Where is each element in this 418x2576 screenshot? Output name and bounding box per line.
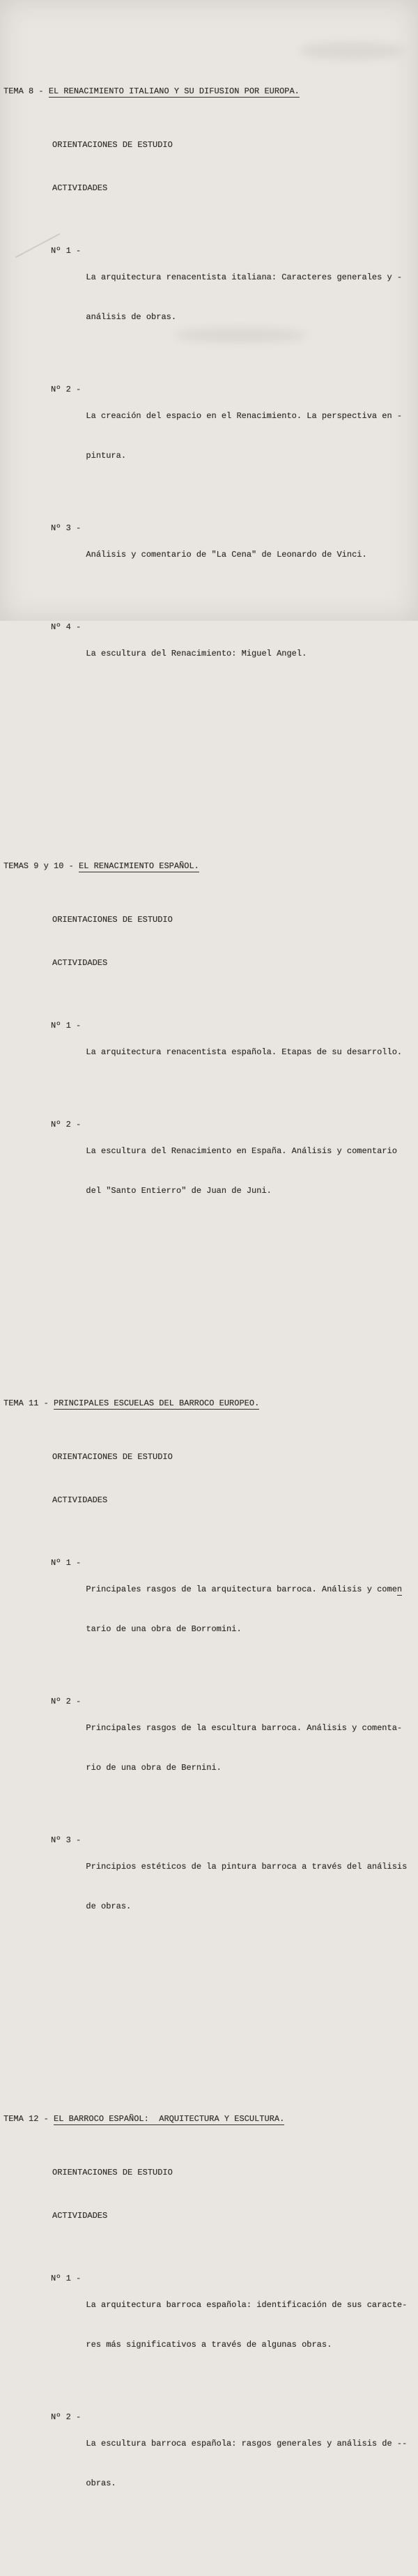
actividades-label: ACTIVIDADES <box>52 958 108 968</box>
tema-heading <box>3 860 414 873</box>
item-text <box>86 383 414 489</box>
item-number: Nº 3 - <box>51 1835 86 1845</box>
tema-heading-title: EL RENACIMIENTO ITALIANO Y SU DIFUSION POR EUROPA. <box>48 86 300 96</box>
item-line: obras. <box>86 2478 116 2488</box>
section-tema-8 <box>3 59 414 720</box>
item-line: La arquitectura renacentista española. Etapas de su desarrollo. <box>86 1047 403 1057</box>
item-line: Principales rasgos de la escultura barroca. Análisis y comenta- <box>86 1723 403 1733</box>
item-line: rio de una obra de Bernini. <box>86 1763 222 1773</box>
item-number: Nº 2 - <box>51 1120 86 1129</box>
item-text <box>86 1019 414 1086</box>
tema-heading-prefix: TEMA 11 - <box>3 1398 54 1408</box>
item-line: Principios estéticos de la pintura barroca a través del análisis <box>86 1862 408 1872</box>
section-spacer <box>3 1297 414 1318</box>
item-text <box>86 1834 414 1940</box>
tema-heading <box>3 85 414 98</box>
item-number: Nº 2 - <box>51 385 86 394</box>
orientaciones-label: ORIENTACIONES DE ESTUDIO <box>52 915 173 925</box>
item-number: Nº 1 - <box>51 246 86 256</box>
item-text <box>86 1118 414 1224</box>
item-number: Nº 2 - <box>51 1697 86 1706</box>
item-line: La escultura del Renacimiento: Miguel Angel. <box>86 649 307 658</box>
item-text <box>86 2411 414 2517</box>
item-line <box>86 1583 414 1596</box>
item-line: La escultura del Renacimiento en España. Análisis y comentario <box>86 1146 397 1156</box>
section-tema-12 <box>3 2086 414 2550</box>
item-line: Análisis y comentario de "La Cena" de Leonardo de Vinci. <box>86 550 367 560</box>
activity-item <box>51 383 414 489</box>
item-line: del "Santo Entierro" de Juan de Juni. <box>86 1186 272 1196</box>
item-line: La creación del espacio en el Renacimiento. La perspectiva en - <box>86 411 403 421</box>
item-number: Nº 1 - <box>51 1021 86 1031</box>
item-number: Nº 4 - <box>51 622 86 632</box>
item-line: tario de una obra de Borromini. <box>86 1624 242 1634</box>
activity-item <box>51 2411 414 2517</box>
tema-heading <box>3 1397 414 1410</box>
tema-heading <box>3 2113 414 2126</box>
item-number: Nº 2 - <box>51 2412 86 2422</box>
item-number: Nº 1 - <box>51 2274 86 2283</box>
item-text <box>86 1695 414 1801</box>
item-line: La escultura barroca española: rasgos generales y análisis de -- <box>86 2439 408 2448</box>
actividades-label: ACTIVIDADES <box>52 183 108 193</box>
item-text <box>86 522 414 588</box>
tema-heading-title: PRINCIPALES ESCUELAS DEL BARROCO EUROPEO. <box>54 1398 260 1408</box>
item-number: Nº 1 - <box>51 1558 86 1568</box>
item-text <box>86 245 414 350</box>
activity-item <box>51 1557 414 1663</box>
item-line: La arquitectura renacentista italiana: Caracteres generales y - <box>86 272 403 282</box>
activity-item <box>51 1834 414 1940</box>
orientaciones-label: ORIENTACIONES DE ESTUDIO <box>52 140 173 150</box>
section-spacer <box>3 2012 414 2033</box>
tema-heading-title: EL RENACIMIENTO ESPAÑOL. <box>79 861 199 871</box>
item-line: de obras. <box>86 1902 132 1911</box>
item-text <box>86 1557 414 1663</box>
activity-item <box>51 1695 414 1801</box>
tema-heading-prefix: TEMA 8 - <box>3 86 49 96</box>
activity-item <box>51 2272 414 2378</box>
activity-item <box>51 245 414 350</box>
tema-heading-prefix: TEMA 12 - <box>3 2114 54 2124</box>
item-line: La arquitectura barroca española: identificación de sus caracte- <box>86 2300 408 2310</box>
tema-heading-title: EL BARROCO ESPAÑOL: ARQUITECTURA Y ESCULTURA. <box>54 2114 285 2124</box>
activity-item <box>51 1019 414 1086</box>
typed-continuation-mark: n <box>396 1584 403 1594</box>
actividades-label: ACTIVIDADES <box>52 2211 108 2221</box>
item-line: análisis de obras. <box>86 312 177 322</box>
activity-item <box>51 1118 414 1224</box>
item-line-text: Principales rasgos de la arquitectura barroca. Análisis y come <box>86 1584 397 1594</box>
tema-heading-prefix: TEMAS 9 y 10 - <box>3 861 79 871</box>
actividades-label: ACTIVIDADES <box>52 1495 108 1505</box>
item-line: res más significativos a través de algunas obras. <box>86 2340 332 2350</box>
item-text <box>86 2272 414 2378</box>
item-text <box>86 621 414 687</box>
activity-item <box>51 621 414 687</box>
orientaciones-label: ORIENTACIONES DE ESTUDIO <box>52 1452 173 1462</box>
activity-item <box>51 522 414 588</box>
orientaciones-label: ORIENTACIONES DE ESTUDIO <box>52 2168 173 2177</box>
section-temas-9-10 <box>3 833 414 1257</box>
item-line: pintura. <box>86 451 127 461</box>
section-spacer <box>3 759 414 780</box>
section-tema-11 <box>3 1371 414 1973</box>
item-number: Nº 3 - <box>51 523 86 533</box>
